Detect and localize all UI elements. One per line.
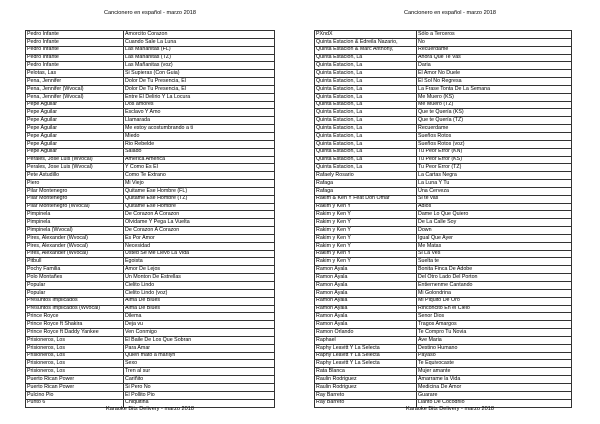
song-title-cell: Llamarada (124, 117, 275, 125)
song-title-cell: Destino Humano (417, 344, 572, 352)
song-title-cell: Un Monton De Estrellas (124, 274, 275, 282)
artist-cell: Rakim y Ken Y (315, 234, 417, 242)
table-row (315, 93, 572, 101)
table-row (315, 289, 572, 297)
song-title-cell: Como Te Extrano (124, 172, 275, 180)
table-row (315, 38, 572, 46)
song-title-cell: Ave Maria (417, 336, 572, 344)
song-title-cell: Sueños Rotos (voz) (417, 140, 572, 148)
table-row (26, 101, 275, 109)
artist-cell: Prince Royce ft Shakira (26, 321, 124, 329)
song-title-cell: Si Supieras (Con Guia) (124, 70, 275, 78)
artist-cell: Prisioneros, Los (26, 368, 124, 376)
song-table-body (315, 31, 572, 408)
song-title-cell: Te Equivocaste (417, 360, 572, 368)
song-title-cell: Dolor De Tu Presencia, El (124, 78, 275, 86)
song-title-cell: Si Pero No (124, 383, 275, 391)
table-row (26, 219, 275, 227)
song-title-cell: Te Compro Tu Novia (417, 329, 572, 337)
artist-cell: Quinta Estacion, La (315, 93, 417, 101)
song-title-cell: Las Mañanitas (voz) (124, 62, 275, 70)
table-row (26, 376, 275, 384)
song-title-cell: La Cartas Negra (417, 172, 572, 180)
artist-cell: Pepe Aguilar (26, 101, 124, 109)
artist-cell: Prisioneros, Los (26, 352, 124, 360)
song-title-cell: Dos amores (124, 101, 275, 109)
song-title-cell: Mi Golondrina (417, 289, 572, 297)
artist-cell: Pires, Alexander (Wvocal) (26, 234, 124, 242)
song-title-cell: America America (124, 156, 275, 164)
table-row (26, 125, 275, 133)
artist-cell: Quinta Estacion, La (315, 148, 417, 156)
song-title-cell: Cielito Lindo (124, 282, 275, 290)
table-row (26, 289, 275, 297)
table-row (26, 187, 275, 195)
song-title-cell: Llanto De Cocodrilo (417, 399, 572, 407)
artist-cell: Popular (26, 282, 124, 290)
song-title-cell: De Corazon A Corazon (124, 227, 275, 235)
table-row (315, 125, 572, 133)
table-row (26, 148, 275, 156)
song-title-cell: Una Cerveza (417, 187, 572, 195)
table-row (26, 258, 275, 266)
table-row (315, 234, 572, 242)
artist-cell: Pires, Alexander (Wvocal) (26, 250, 124, 258)
page-right (300, 0, 600, 424)
table-row (26, 211, 275, 219)
artist-cell: Ramon Ayala (315, 266, 417, 274)
artist-cell: Prisioneros, Los (26, 360, 124, 368)
artist-cell: Raphy Leavitt Y La Selecta (315, 360, 417, 368)
song-title-cell: Tu Peor Error (TZ) (417, 164, 572, 172)
table-row (26, 46, 275, 54)
song-title-cell: Payaso (417, 352, 572, 360)
table-row (315, 219, 572, 227)
artist-cell: Pepe Aguilar (26, 109, 124, 117)
artist-cell: Pires, Alexander (Wvocal) (26, 242, 124, 250)
table-row (315, 313, 572, 321)
artist-cell: Pelotas, Las (26, 70, 124, 78)
song-title-cell: Ven Conmigo (124, 329, 275, 337)
table-row (315, 282, 572, 290)
page-header: Cancionero en español - marzo 2018 (103, 10, 197, 16)
song-title-cell: El Amor No Duele (417, 70, 572, 78)
song-title-cell: Del Otro Lado Del Porton (417, 274, 572, 282)
song-title-cell: Amorcito Corazon (124, 31, 275, 39)
table-row (26, 78, 275, 86)
artist-cell: Raphy Leavitt Y La Selecta (315, 352, 417, 360)
song-title-cell: Es Por Amor (124, 234, 275, 242)
table-row (315, 78, 572, 86)
table-row (315, 336, 572, 344)
table-row (26, 164, 275, 172)
song-title-cell: No (417, 38, 572, 46)
table-row (26, 132, 275, 140)
artist-cell: Popular (26, 289, 124, 297)
table-row (26, 360, 275, 368)
song-title-cell: Me Muero (KS) (417, 93, 572, 101)
song-title-cell: Necesidad (124, 242, 275, 250)
song-title-cell: Las Mañanitas (FL) (124, 46, 275, 54)
song-title-cell: Usted Se Me Llevo La Vida (124, 250, 275, 258)
artist-cell: Pilar Montenegro (Wvocal) (26, 203, 124, 211)
artist-cell: Pepe Aguilar (26, 140, 124, 148)
artist-cell: Prince Royce (26, 313, 124, 321)
song-title-cell: Rinconcito En el Cielo (417, 305, 572, 313)
artist-cell: Presuntos Implicados (Wvocal) (26, 305, 124, 313)
table-row (26, 227, 275, 235)
song-title-cell: El Baile De Los Que Sobran (124, 336, 275, 344)
artist-cell: PXndX (315, 31, 417, 39)
artist-cell: Quinta Estacion & Marc Anthony, (315, 46, 417, 54)
table-row (315, 211, 572, 219)
song-title-cell: Entre El Delirio Y La Locura (124, 93, 275, 101)
artist-cell: Rakim y Ken Y (315, 242, 417, 250)
song-title-cell: Mi Piquito De Oro (417, 297, 572, 305)
song-title-cell: La Luna Y Tu (417, 180, 572, 188)
table-row (26, 297, 275, 305)
table-row (315, 258, 572, 266)
artist-cell: Pepe Aguilar (26, 117, 124, 125)
song-title-cell: Mujer amante (417, 368, 572, 376)
song-title-cell: Esclavo Y Amo (124, 109, 275, 117)
table-row (315, 376, 572, 384)
song-title-cell: Sexo (124, 360, 275, 368)
artist-cell: Pedro Infante (26, 38, 124, 46)
table-row (26, 70, 275, 78)
table-row (26, 344, 275, 352)
song-title-cell: Igual Que Ayer (417, 234, 572, 242)
artist-cell: Quinta Estacion, La (315, 78, 417, 86)
artist-cell: Pilar Montenegro (26, 187, 124, 195)
song-table (314, 30, 572, 408)
artist-cell: Raphael (315, 336, 417, 344)
song-title-cell: Cariñito (124, 376, 275, 384)
song-title-cell: Dilema (124, 313, 275, 321)
artist-cell: Quinta Estacion, La (315, 125, 417, 133)
artist-cell: Pete Astudillo (26, 172, 124, 180)
song-table (25, 30, 275, 408)
song-title-cell: La Frase Tonta De La Semana (417, 85, 572, 93)
table-row (26, 93, 275, 101)
table-row (315, 344, 572, 352)
song-title-cell: Deja vu (124, 321, 275, 329)
artist-cell: Piero (26, 180, 124, 188)
table-row (315, 117, 572, 125)
artist-cell: Quinta Estacion & Edreila Nazario, (315, 38, 417, 46)
song-title-cell: Medicina De Amor (417, 383, 572, 391)
song-title-cell: Bonita Finca De Adobe (417, 266, 572, 274)
song-title-cell: Que te Quería (TZ) (417, 117, 572, 125)
table-row (26, 321, 275, 329)
song-title-cell: De La Calle Soy (417, 219, 572, 227)
song-title-cell: Amarrame la Vida (417, 376, 572, 384)
song-title-cell: Cuando Sale La Luna (124, 38, 275, 46)
table-row (26, 85, 275, 93)
table-row (315, 156, 572, 164)
table-row (26, 305, 275, 313)
song-title-cell: Me estoy acostumbrando a ti (124, 125, 275, 133)
song-title-cell: El Pollito Pio (124, 391, 275, 399)
song-title-cell: Y Como Es El (124, 164, 275, 172)
artist-cell: Pilar Montenegro (26, 195, 124, 203)
song-title-cell: Tu Peor Error (KS) (417, 156, 572, 164)
song-title-cell: Que te Quería (KS) (417, 109, 572, 117)
artist-cell: Ramon Ayala (315, 282, 417, 290)
song-title-cell: Alma De Blues (124, 305, 275, 313)
table-row (26, 38, 275, 46)
table-row (26, 383, 275, 391)
artist-cell: Pepe Aguilar (26, 148, 124, 156)
artist-cell: Ramon Ayala (315, 305, 417, 313)
table-row (26, 274, 275, 282)
song-title-cell: Tren al sur (124, 368, 275, 376)
artist-cell: Pena, Jennifer (26, 78, 124, 86)
song-title-cell: Salado (124, 148, 275, 156)
artist-cell: Rafaely Rosario (315, 172, 417, 180)
song-title-cell: Tragos Amargos (417, 321, 572, 329)
table-row (315, 46, 572, 54)
song-title-cell: Olvidame Y Pega La Vuelta (124, 219, 275, 227)
artist-cell: Ramon Ayala (315, 274, 417, 282)
artist-cell: Pulcino Pio (26, 391, 124, 399)
artist-cell: Quinta Estacion, La (315, 117, 417, 125)
table-row (315, 266, 572, 274)
artist-cell: Puerto Rican Power (26, 383, 124, 391)
table-row (26, 250, 275, 258)
artist-cell: Prisioneros, Los (26, 336, 124, 344)
artist-cell: Raulin Rodriguez (315, 376, 417, 384)
table-row (26, 266, 275, 274)
artist-cell: Pimpinela (Wvocal) (26, 227, 124, 235)
artist-cell: Rafaga (315, 180, 417, 188)
artist-cell: Presuntos Implicados (26, 297, 124, 305)
table-row (315, 352, 572, 360)
artist-cell: Ramon Ayala (315, 313, 417, 321)
page-footer: Karaoke Bits Delivery - marzo 2018 (106, 406, 194, 412)
artist-cell: Ramon Ayala (315, 297, 417, 305)
table-row (26, 172, 275, 180)
artist-cell: Quinta Estacion, La (315, 85, 417, 93)
table-row (315, 274, 572, 282)
artist-cell: Pitbull (26, 258, 124, 266)
artist-cell: Pedro Infante (26, 54, 124, 62)
artist-cell: Quinta Estacion, La (315, 156, 417, 164)
table-row (315, 164, 572, 172)
artist-cell: Ramon Orlando (315, 329, 417, 337)
table-row (26, 54, 275, 62)
artist-cell: Quinta Estacion, La (315, 101, 417, 109)
table-row (315, 62, 572, 70)
table-row (315, 109, 572, 117)
artist-cell: Pedro Infante (26, 46, 124, 54)
song-title-cell: Recuerdame (417, 125, 572, 133)
song-title-cell: Amor De Lejos (124, 266, 275, 274)
artist-cell: Perales, Jose Luis (Wvocal) (26, 164, 124, 172)
artist-cell: Punto 6 (26, 399, 124, 407)
table-row (26, 156, 275, 164)
table-row (26, 140, 275, 148)
song-title-cell: Egoista (124, 258, 275, 266)
table-row (315, 187, 572, 195)
table-row (315, 31, 572, 39)
song-title-cell: El Sol No Regresa (417, 78, 572, 86)
table-row (315, 227, 572, 235)
table-row (315, 172, 572, 180)
artist-cell: Quinta Estacion, La (315, 54, 417, 62)
table-row (26, 391, 275, 399)
table-row (315, 391, 572, 399)
table-row (26, 313, 275, 321)
table-row (315, 368, 572, 376)
song-title-cell: Sólo a Terceros (417, 31, 572, 39)
artist-cell: Prince Royce ft Daddy Yankee (26, 329, 124, 337)
artist-cell: Pimpinela (26, 211, 124, 219)
artist-cell: Rata Blanca (315, 368, 417, 376)
song-title-cell: Quitame Ese Hombre (124, 203, 275, 211)
table-row (26, 352, 275, 360)
artist-cell: Rafaga (315, 187, 417, 195)
song-title-cell: Alma De Blues (124, 297, 275, 305)
song-title-cell: Si te vas (417, 195, 572, 203)
song-title-cell: Quitame Ese Hombre (FL) (124, 187, 275, 195)
table-row (315, 70, 572, 78)
table-row (315, 360, 572, 368)
song-title-cell: Me Muero (TZ) (417, 101, 572, 109)
artist-cell: Quinta Estacion, La (315, 132, 417, 140)
song-title-cell: Guarare (417, 391, 572, 399)
song-title-cell: Para Amar (124, 344, 275, 352)
song-title-cell: Quitame Ese Hombre (TZ) (124, 195, 275, 203)
table-row (26, 282, 275, 290)
table-row (315, 140, 572, 148)
table-row (26, 203, 275, 211)
artist-cell: Polo Montañes (26, 274, 124, 282)
artist-cell: Pochy Familia (26, 266, 124, 274)
artist-cell: Rakim y Ken Y (315, 211, 417, 219)
song-title-cell: Sueños Rotos (417, 132, 572, 140)
table-row (315, 148, 572, 156)
song-title-cell: Quien mato a marilyn (124, 352, 275, 360)
table-row (26, 368, 275, 376)
song-title-cell: Tu Peor Error (KN) (417, 148, 572, 156)
song-title-cell: Ahora Que Te Vas (417, 54, 572, 62)
song-title-cell: Chiquitina (124, 399, 275, 407)
artist-cell: Ray Barreto (315, 399, 417, 407)
artist-cell: Raulin Rodriguez (315, 383, 417, 391)
table-row (315, 242, 572, 250)
song-title-cell: Las Mañanitas (TZ) (124, 54, 275, 62)
table-row (26, 242, 275, 250)
artist-cell: Rakim y Ken Y (315, 227, 417, 235)
artist-cell: Prisioneros, Los (26, 344, 124, 352)
artist-cell: Ramon Ayala (315, 321, 417, 329)
table-row (26, 117, 275, 125)
song-title-cell: Recuerdame (417, 46, 572, 54)
artist-cell: Quinta Estacion, La (315, 62, 417, 70)
artist-cell: Pimpinela (26, 219, 124, 227)
table-row (26, 31, 275, 39)
artist-cell: Pena, Jennifer (Wvocal) (26, 85, 124, 93)
artist-cell: Rakim y Ken Y (315, 203, 417, 211)
table-row (315, 180, 572, 188)
artist-cell: Rakim y Ken Y (315, 219, 417, 227)
artist-cell: Rakim y Ken Y (315, 258, 417, 266)
artist-cell: Perales, Jose Luis (Wvocal) (26, 156, 124, 164)
table-row (26, 195, 275, 203)
artist-cell: Rakim & Ken Y Feat Don Omar (315, 195, 417, 203)
song-title-cell: Adios (417, 203, 572, 211)
table-row (26, 62, 275, 70)
song-title-cell: Me Matas (417, 242, 572, 250)
artist-cell: Ray Barreto (315, 391, 417, 399)
table-row (315, 132, 572, 140)
table-row (315, 203, 572, 211)
song-title-cell: Entiernenme Cantando (417, 282, 572, 290)
table-row (315, 321, 572, 329)
song-title-cell: Suelta te (417, 258, 572, 266)
table-row (26, 234, 275, 242)
song-title-cell: Cielito Lindo (voz) (124, 289, 275, 297)
artist-cell: Pedro Infante (26, 62, 124, 70)
artist-cell: Ramon Ayala (315, 289, 417, 297)
artist-cell: Rakim y Ken Y (315, 250, 417, 258)
artist-cell: Quinta Estacion, La (315, 164, 417, 172)
table-row (315, 329, 572, 337)
table-row (26, 109, 275, 117)
artist-cell: Pepe Aguilar (26, 125, 124, 133)
artist-cell: Raphy Leavitt Y La Selecta (315, 344, 417, 352)
song-table-body (26, 31, 275, 408)
table-row (315, 101, 572, 109)
table-row (26, 336, 275, 344)
song-title-cell: Si La Ves (417, 250, 572, 258)
artist-cell: Pepe Aguilar (26, 132, 124, 140)
song-title-cell: Dame Lo Que Quiero (417, 211, 572, 219)
song-title-cell: De Corazon A Corazon (124, 211, 275, 219)
table-row (315, 54, 572, 62)
table-row (315, 383, 572, 391)
table-row (315, 250, 572, 258)
artist-cell: Quinta Estacion, La (315, 109, 417, 117)
song-title-cell: Miedo (124, 132, 275, 140)
table-row (315, 85, 572, 93)
table-row (26, 329, 275, 337)
song-title-cell: Down (417, 227, 572, 235)
table-row (26, 180, 275, 188)
artist-cell: Pedro Infante (26, 31, 124, 39)
song-title-cell: Dolor De Tu Presencia, El (124, 85, 275, 93)
song-title-cell: Senor Dios (417, 313, 572, 321)
page-footer: Karaoke Bits Delivery - marzo 2018 (406, 406, 494, 412)
table-row (315, 195, 572, 203)
artist-cell: Quinta Estacion, La (315, 70, 417, 78)
table-row (315, 305, 572, 313)
page-header: Cancionero en español - marzo 2018 (403, 10, 497, 16)
artist-cell: Puerto Rican Power (26, 376, 124, 384)
artist-cell: Quinta Estacion, La (315, 140, 417, 148)
song-title-cell: Mi Viejo (124, 180, 275, 188)
song-title-cell: Daria (417, 62, 572, 70)
table-row (315, 297, 572, 305)
artist-cell: Pena, Jennifer (Wvocal) (26, 93, 124, 101)
song-title-cell: Rio Rebelde (124, 140, 275, 148)
